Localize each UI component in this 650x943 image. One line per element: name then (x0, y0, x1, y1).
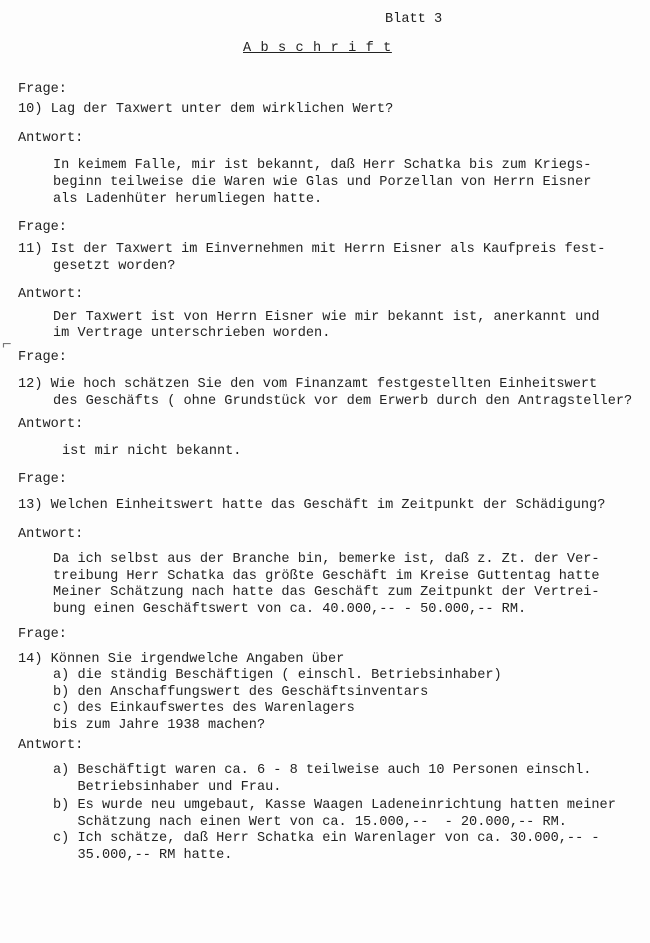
question-label: Frage: (18, 350, 67, 365)
question-14-line: 14) Können Sie irgendwelche Angaben über (18, 652, 345, 667)
question-12-line: des Geschäfts ( ohne Grundstück vor dem Erwerb durch den Antragsteller? (53, 394, 633, 409)
answer-11-line: im Vertrage unterschrieben worden. (53, 326, 331, 341)
answer-label: Antwort: (18, 131, 84, 146)
question-label: Frage: (18, 472, 67, 487)
question-14-line: bis zum Jahre 1938 machen? (53, 718, 266, 733)
answer-14-line: Schätzung nach einen Wert von ca. 15.000,-- - 20.000,-- RM. (53, 815, 567, 830)
margin-mark: ⌐ (2, 336, 12, 354)
answer-13-line: bung einen Geschäftswert von ca. 40.000,-- - 50.000,-- RM. (53, 602, 527, 617)
question-14-line: a) die ständig Beschäftigen ( einschl. Betriebsinhaber) (53, 668, 502, 683)
question-14-line: c) des Einkaufswertes des Warenlagers (53, 701, 355, 716)
answer-10-line: beginn teilweise die Waren wie Glas und Porzellan von Herrn Eisner (53, 175, 592, 190)
answer-10-line: als Ladenhüter herumliegen hatte. (53, 192, 323, 207)
answer-label: Antwort: (18, 527, 84, 542)
question-12-line: 12) Wie hoch schätzen Sie den vom Finanzamt festgestellten Einheitswert (18, 377, 598, 392)
answer-10-line: In keimem Falle, mir ist bekannt, daß Herr Schatka bis zum Kriegs- (53, 158, 592, 173)
question-11-line: 11) Ist der Taxwert im Einvernehmen mit Herrn Eisner als Kaufpreis fest- (18, 242, 606, 257)
question-14-line: b) den Anschaffungswert des Geschäftsinventars (53, 685, 429, 700)
answer-label: Antwort: (18, 417, 84, 432)
question-label: Frage: (18, 627, 67, 642)
question-13: 13) Welchen Einheitswert hatte das Geschäft im Zeitpunkt der Schädigung? (18, 498, 606, 513)
answer-13-line: Da ich selbst aus der Branche bin, bemerke ist, daß z. Zt. der Ver- (53, 552, 600, 567)
answer-13-line: treibung Herr Schatka das größte Geschäft im Kreise Guttentag hatte (53, 569, 600, 584)
answer-14-line: Betriebsinhaber und Frau. (53, 780, 282, 795)
answer-12-line: ist mir nicht bekannt. (62, 444, 242, 459)
answer-label: Antwort: (18, 287, 84, 302)
question-label: Frage: (18, 82, 67, 97)
answer-14-line: b) Es wurde neu umgebaut, Kasse Waagen Ladeneinrichtung hatten meiner (53, 798, 616, 813)
question-11-line: gesetzt worden? (53, 259, 176, 274)
question-10: 10) Lag der Taxwert unter dem wirklichen Wert? (18, 102, 394, 117)
answer-label: Antwort: (18, 738, 84, 753)
answer-14-line: c) Ich schätze, daß Herr Schatka ein Warenlager von ca. 30.000,-- - (53, 831, 600, 846)
answer-14-line: 35.000,-- RM hatte. (53, 848, 233, 863)
sheet-number: Blatt 3 (385, 12, 443, 27)
document-title: A b s c h r i f t (243, 41, 392, 56)
answer-11-line: Der Taxwert ist von Herrn Eisner wie mir bekannt ist, anerkannt und (53, 310, 600, 325)
answer-13-line: Meiner Schätzung nach hatte das Geschäft zum Zeitpunkt der Vertrei- (53, 585, 600, 600)
question-label: Frage: (18, 220, 67, 235)
answer-14-line: a) Beschäftigt waren ca. 6 - 8 teilweise auch 10 Personen einschl. (53, 763, 592, 778)
